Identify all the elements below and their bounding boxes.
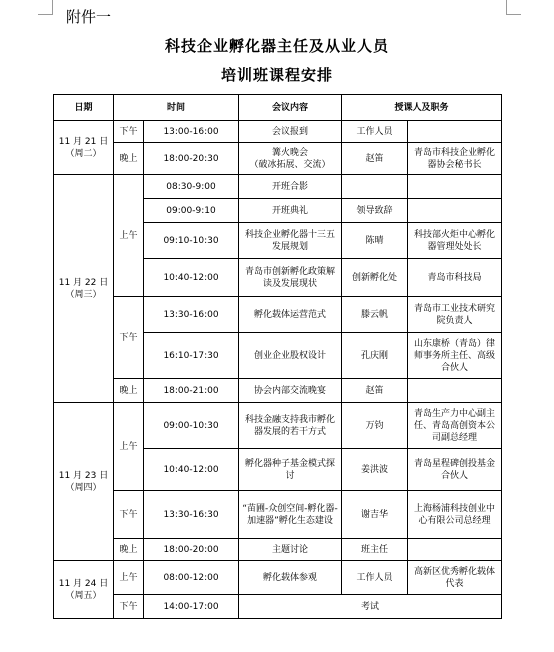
header-speaker: 授课人及职务 (342, 95, 502, 121)
period-cell: 晚上 (114, 539, 144, 561)
speaker-cell (342, 175, 408, 199)
content-cell: 青岛市创新孵化政策解读及发展现状 (239, 259, 342, 297)
speaker-cell: 创新孵化处 (342, 259, 408, 297)
content-cell: 篝火晚会 （破冰拓展、交流） (239, 143, 342, 175)
weekday-label: （周二） (65, 148, 102, 159)
content-cell: 孵化载体参观 (239, 561, 342, 595)
table-row (54, 175, 502, 199)
content-cell: 开班典礼 (239, 199, 342, 223)
role-cell: 科技部火炬中心孵化器管理处处长 (408, 223, 502, 259)
speaker-cell: 工作人员 (342, 121, 408, 143)
period-cell: 晚上 (114, 143, 144, 175)
time-cell: 08:00-12:00 (144, 561, 239, 595)
table-row (54, 491, 502, 539)
role-cell: 青岛市科技企业孵化器协会秘书长 (408, 143, 502, 175)
date-label: 11 月 23 日 (58, 470, 109, 481)
date-cell-day3 (54, 403, 114, 561)
header-time: 时间 (114, 95, 239, 121)
speaker-cell: 班主任 (342, 539, 408, 561)
table-row (54, 595, 502, 619)
speaker-cell: 赵笛 (342, 379, 408, 403)
role-cell (408, 121, 502, 143)
role-cell (408, 379, 502, 403)
date-cell-day2 (54, 175, 114, 403)
role-cell: 青岛生产力中心副主任、青岛高创资本公司副总经理 (408, 403, 502, 449)
content-cell: 会议报到 (239, 121, 342, 143)
document-title: 科技企业孵化器主任及从业人员 (164, 37, 389, 55)
content-cell: 科技金融支持我市孵化器发展的若干方式 (239, 403, 342, 449)
role-cell: 上海杨浦科技创业中心有限公司总经理 (408, 491, 502, 539)
content-cell: 协会内部交流晚宴 (239, 379, 342, 403)
period-cell: 晚上 (114, 379, 144, 403)
document-subtitle: 培训班课程安排 (220, 66, 333, 84)
content-cell: 孵化载体运营范式 (239, 297, 342, 333)
table-row (54, 539, 502, 561)
speaker-cell: 赵笛 (342, 143, 408, 175)
time-cell: 14:00-17:00 (144, 595, 239, 619)
date-cell-day4 (54, 561, 114, 619)
speaker-cell: 领导致辞 (342, 199, 408, 223)
time-cell: 09:00-10:30 (144, 403, 239, 449)
content-cell: “苗圃-众创空间-孵化器-加速器”孵化生态建设 (239, 491, 342, 539)
period-cell: 下午 (114, 121, 144, 143)
page-corner-mark-right (506, 0, 521, 15)
weekday-label: （周五） (65, 590, 102, 601)
weekday-label: （周三） (65, 289, 102, 300)
time-cell: 16:10-17:30 (144, 333, 239, 379)
date-label: 11 月 24 日 (58, 578, 109, 589)
speaker-cell: 谢吉华 (342, 491, 408, 539)
role-cell: 青岛星程碑创投基金合伙人 (408, 449, 502, 491)
table-row (54, 143, 502, 175)
time-cell: 13:00-16:00 (144, 121, 239, 143)
table-row (54, 403, 502, 449)
schedule-table (53, 94, 502, 619)
role-cell: 山东康桥（青岛）律师事务所主任、高级合伙人 (408, 333, 502, 379)
period-cell: 下午 (114, 491, 144, 539)
period-cell: 上午 (114, 561, 144, 595)
speaker-cell: 陈晴 (342, 223, 408, 259)
period-cell: 下午 (114, 595, 144, 619)
period-cell: 上午 (114, 403, 144, 491)
header-content: 会议内容 (239, 95, 342, 121)
role-cell (408, 539, 502, 561)
header-date: 日期 (54, 95, 114, 121)
role-cell (408, 199, 502, 223)
role-cell (408, 175, 502, 199)
date-cell-day1 (54, 121, 114, 175)
time-cell: 18:00-20:30 (144, 143, 239, 175)
speaker-cell: 孔庆刚 (342, 333, 408, 379)
table-row (54, 561, 502, 595)
table-header-row (54, 95, 502, 121)
content-cell: 创业企业股权设计 (239, 333, 342, 379)
time-cell: 08:30-9:00 (144, 175, 239, 199)
table-row (54, 297, 502, 333)
table-row (54, 121, 502, 143)
time-cell: 13:30-16:30 (144, 491, 239, 539)
period-cell: 上午 (114, 175, 144, 297)
date-label: 11 月 22 日 (58, 277, 109, 288)
weekday-label: （周四） (65, 482, 102, 493)
role-cell: 高新区优秀孵化载体代表 (408, 561, 502, 595)
time-cell: 10:40-12:00 (144, 259, 239, 297)
date-label: 11 月 21 日 (58, 136, 109, 147)
speaker-cell: 万钧 (342, 403, 408, 449)
time-cell: 18:00-20:00 (144, 539, 239, 561)
speaker-cell: 滕云帆 (342, 297, 408, 333)
exam-cell: 考试 (239, 595, 502, 619)
attachment-label: 附件一 (66, 8, 112, 26)
role-cell: 青岛市工业技术研究院负责人 (408, 297, 502, 333)
time-cell: 18:00-21:00 (144, 379, 239, 403)
time-cell: 13:30-16:00 (144, 297, 239, 333)
content-cell: 孵化器种子基金模式探讨 (239, 449, 342, 491)
speaker-cell: 工作人员 (342, 561, 408, 595)
time-cell: 09:00-9:10 (144, 199, 239, 223)
time-cell: 10:40-12:00 (144, 449, 239, 491)
period-cell: 下午 (114, 297, 144, 379)
content-cell: 主题讨论 (239, 539, 342, 561)
content-cell: 科技企业孵化器十三五发展规划 (239, 223, 342, 259)
content-cell: 开班合影 (239, 175, 342, 199)
time-cell: 09:10-10:30 (144, 223, 239, 259)
speaker-cell: 姜洪波 (342, 449, 408, 491)
role-cell: 青岛市科技局 (408, 259, 502, 297)
table-row (54, 379, 502, 403)
page-corner-mark-left (38, 0, 53, 15)
